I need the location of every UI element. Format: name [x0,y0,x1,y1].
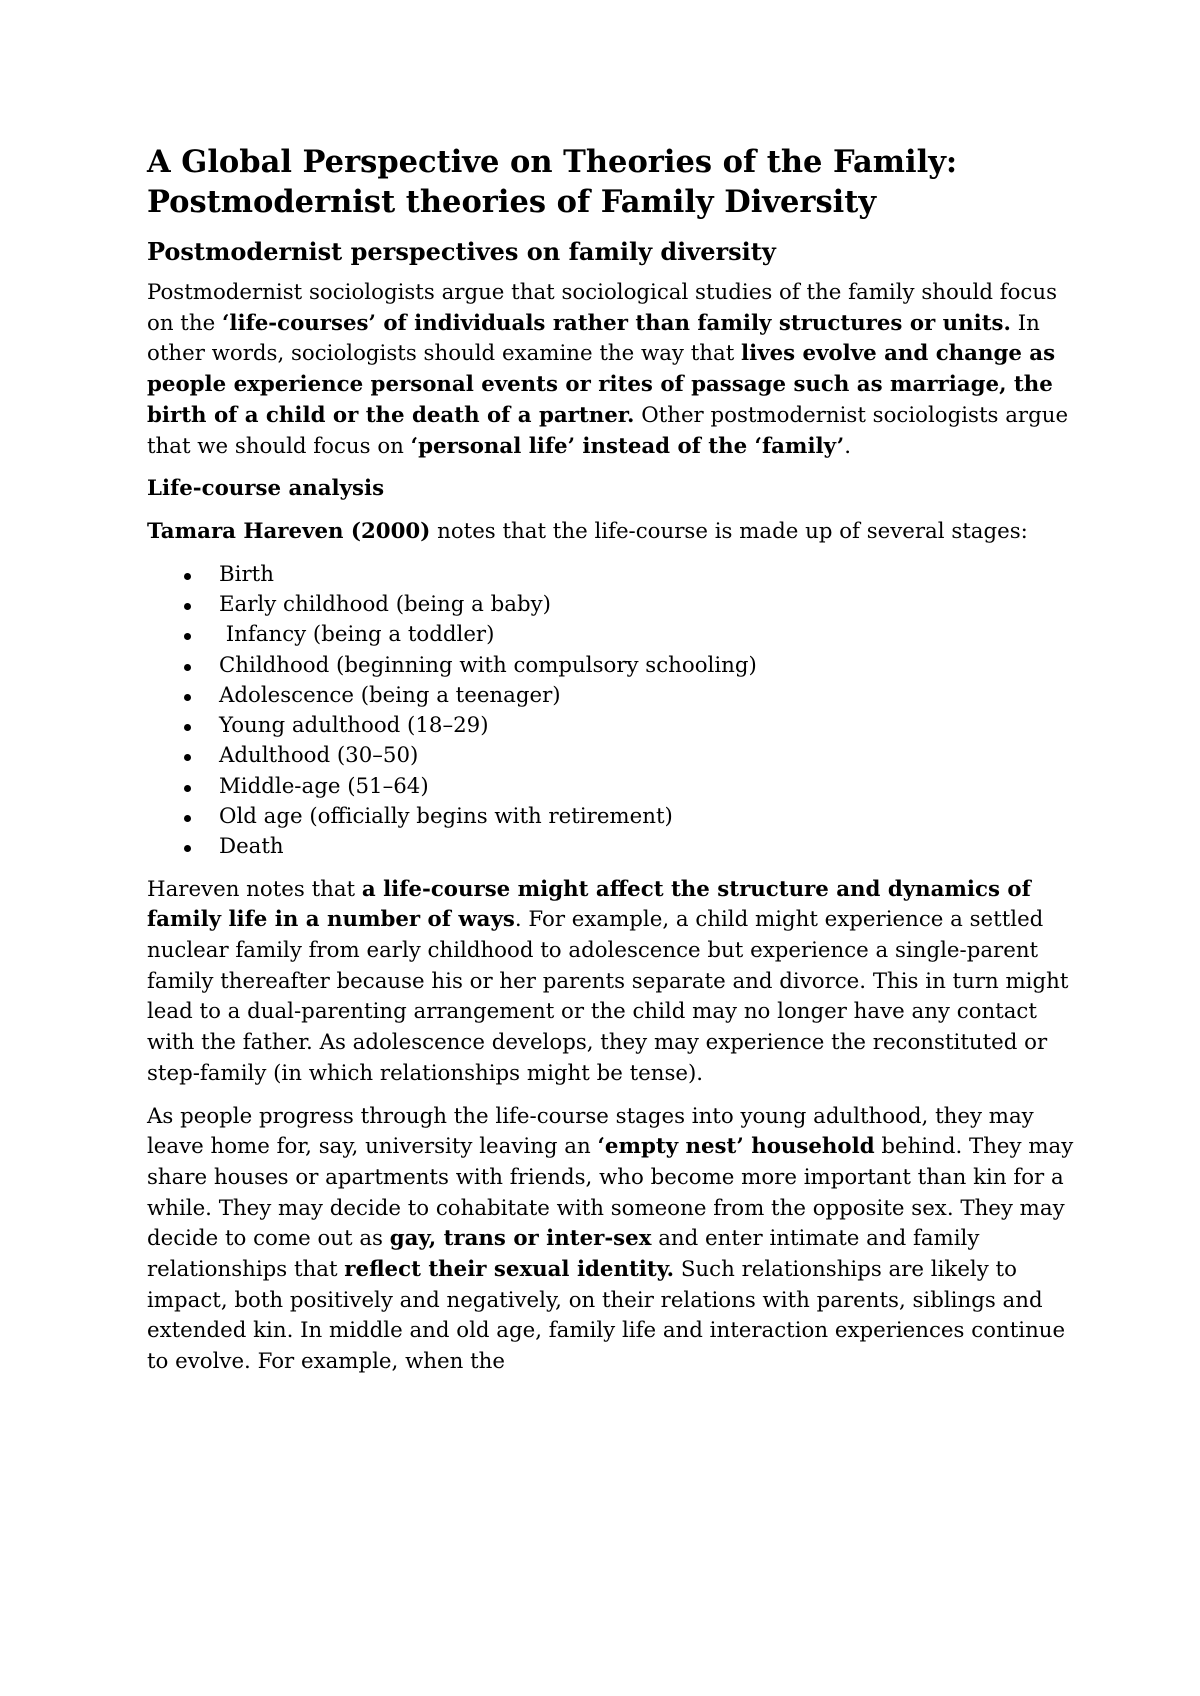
list-item-text: Birth [219,561,274,587]
bullet-icon [184,694,191,701]
para3-bold-1: ‘empty nest’ household [597,1134,875,1160]
bullet-icon [184,573,191,580]
list-item-text: Adulthood (30–50) [219,743,419,769]
section-heading: Postmodernist perspectives on family diversity [147,237,776,266]
list-item-text: Early childhood (being a baby) [219,591,551,617]
intro-bold-3: ‘personal life’ instead of the ‘family’ [410,433,845,459]
para3-bold-2: gay, trans or inter-sex [389,1226,652,1252]
adulthood-paragraph [147,1102,1077,1378]
para3-text-1: As people progress through the life-course stages into young adulthood, they may leave home for, say, university leaving an [147,1103,1034,1160]
bullet-icon [184,664,191,671]
intro-text-2: In other words, sociologists should examine the way that [147,310,1040,367]
list-item-text: Adolescence (being a teenager) [219,682,561,708]
para3-text-2: behind. They may share houses or apartments with friends, who become more important than kin for a while. They may decide to cohabitate with someone from the opposite sex. They may decide to come out as [147,1134,1074,1252]
intro-bold-1: ‘life-courses’ of individuals rather than family structures or units. [221,310,1011,336]
bullet-icon [184,845,191,852]
list-item-text: Old age (officially begins with retirement) [219,804,673,829]
para3-bold-3: reflect their sexual identity. [344,1257,675,1283]
list-item-text: Young adulthood (18–29) [219,713,489,739]
list-item-text: Infancy (being a toddler) [219,622,495,648]
title-line-1: A Global Perspective on Theories of the Family: [147,144,958,180]
list-item [147,681,1077,711]
hareven-intro-paragraph [147,517,1077,548]
para2-text-2: . For example, a child might experience a settled nuclear family from early childhood to adolescence but experience a single-parent family thereafter because his or her parents separate and divorce. This in turn might lead to a dual-parenting arrangement or the child may no longer have any contact with the father. As adolescence develops, they may experience the reconstituted or step-family (in which relationships might be tense). [147,907,1069,1086]
list-item [147,741,1077,771]
list-item [147,651,1077,681]
bullet-icon [184,785,191,792]
list-item-text: Middle-age (51–64) [219,773,429,799]
list-item [147,802,1077,832]
hareven-intro-text: notes that the life-course is made up of several stages: [430,518,1028,544]
intro-text-1: Postmodernist sociologists argue that sociological studies of the family should focus on the [147,280,1058,336]
para3-text-3: and enter intimate and family relationships that [147,1226,980,1283]
list-item-text: Childhood (beginning with compulsory schooling) [219,652,757,678]
intro-bold-2: lives evolve and change as people experience personal events or rites of passage such as marriage, the birth of a child or the death of a partner. [147,341,1056,428]
hareven-effects-paragraph [147,875,1077,1090]
list-item [147,560,1077,590]
document-title [147,142,1077,222]
lifecourse-stages-list [147,560,1077,863]
para2-bold-1: a life-course might affect the structure and dynamics of family life in a number of ways [147,876,1031,933]
para2-text-1: Hareven notes that [147,876,362,902]
list-item-text: Death [219,834,284,860]
bullet-icon [184,633,191,640]
para3-text-4: Such relationships are likely to impact, both positively and negatively, on their relations with parents, siblings and extended kin. In middle and old age, family life and interaction experiences continue to evolve. For example, when the [147,1257,1066,1375]
bullet-icon [184,815,191,822]
title-line-2: Postmodernist theories of Family Diversity [147,184,877,220]
list-item [147,711,1077,741]
intro-text-3: Other postmodernist sociologists argue that we should focus on [147,402,1069,459]
intro-text-4: . [844,433,851,459]
lifecourse-heading: Life-course analysis [147,476,385,502]
bullet-icon [184,754,191,761]
document-page [147,142,1077,1390]
list-item [147,620,1077,650]
hareven-citation: Tamara Hareven (2000) [147,518,431,544]
intro-paragraph [147,278,1077,462]
list-item [147,590,1077,620]
list-item [147,772,1077,802]
list-item [147,832,1077,862]
bullet-icon [184,724,191,731]
bullet-icon [184,603,191,610]
